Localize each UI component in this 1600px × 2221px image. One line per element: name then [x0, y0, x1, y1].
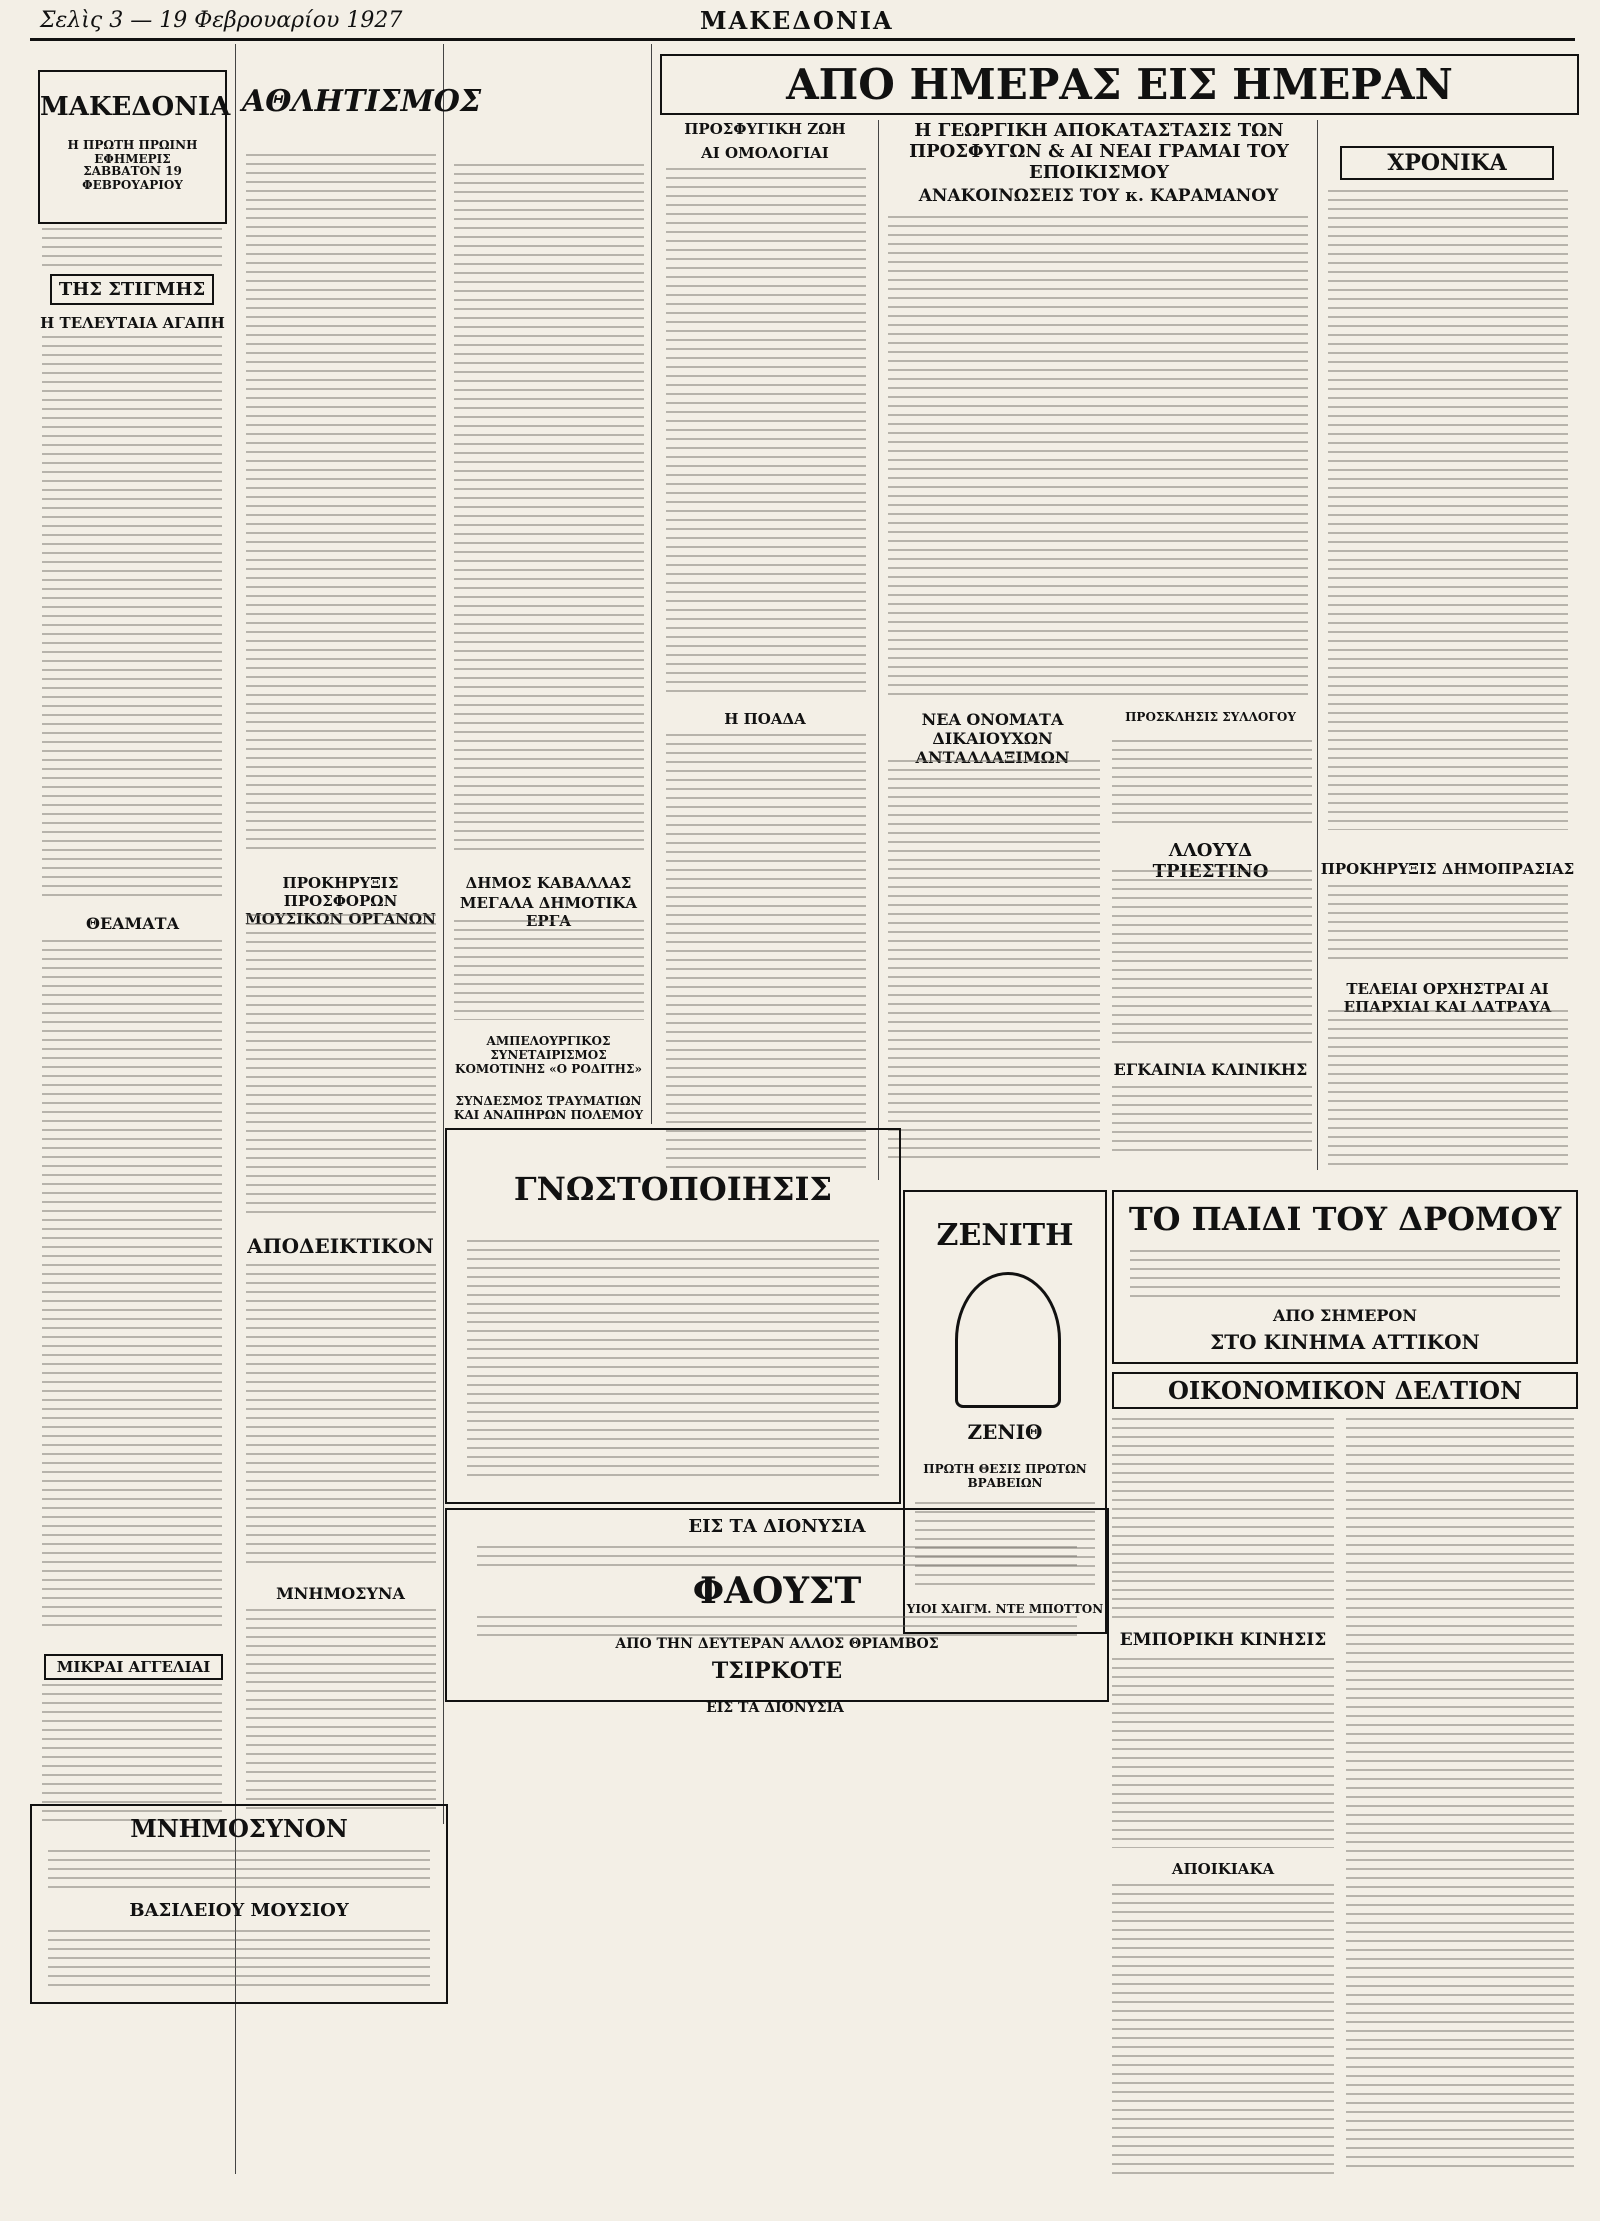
- section-title: ΜΝΗΜΟΣΥΝΑ: [276, 1584, 405, 1603]
- section-title: ΤΗΣ ΣΤΙΓΜΗΣ: [50, 274, 214, 305]
- text-block: [454, 920, 644, 1020]
- text-block: [1112, 1884, 1334, 2174]
- text-block: [1112, 870, 1312, 1050]
- text-block: [477, 1546, 1077, 1566]
- section-title: ΕΓΚΑΙΝΙΑ ΚΛΙΝΙΚΗΣ: [1113, 1060, 1308, 1079]
- zenith-dealer: ΥΙΟΙ ΧΑΙΓΜ. ΝΤΕ ΜΠΟΤΤΟΝ: [906, 1602, 1104, 1616]
- section-title: ΔΗΜΟΣ ΚΑΒΑΛΛΑΣ: [465, 874, 632, 892]
- section-subtitle: ΜΕΓΑΛΑ ΔΗΜΟΤΙΚΑ ΕΡΓΑ: [459, 894, 638, 930]
- text-block: [48, 1850, 430, 1890]
- film-date: ΑΠΟ ΣΗΜΕΡΟΝ: [1273, 1306, 1417, 1325]
- memorial-name: ΒΑΣΙΛΕΙΟΥ ΜΟΥΣΙΟΥ: [129, 1900, 349, 1921]
- text-block: [1112, 1418, 1334, 1618]
- text-block: [1130, 1250, 1560, 1300]
- masthead: [0, 0, 1600, 40]
- theatre-venue: ΕΙΣ ΤΑ ΔΙΟΝΥΣΙΑ: [688, 1516, 866, 1537]
- film-title: ΤΟ ΠΑΙΔΙ ΤΟΥ ΔΡΟΜΟΥ: [1128, 1200, 1562, 1238]
- text-block: [42, 1684, 222, 1824]
- section-title: ΠΡΟΣΚΛΗΣΙΣ ΣΥΛΛΟΓΟΥ: [1125, 710, 1296, 724]
- text-block: [246, 1609, 436, 1809]
- section-title: ΑΜΠΕΛΟΥΡΓΙΚΟΣ ΣΥΝΕΤΑΙΡΙΣΜΟΣ ΚΟΜΟΤΙΝΗΣ «Ο ΡΟΔΙΤΗΣ»: [455, 1034, 642, 1076]
- zenith-award: ΠΡΩΤΗ ΘΕΣΙΣ ΠΡΩΤΩΝ ΒΡΑΒΕΙΩΝ: [923, 1462, 1087, 1490]
- column-3: [446, 44, 652, 1124]
- text-block: [42, 228, 222, 268]
- newspaper-name: ΜΑΚΕΔΟΝΙΑ: [700, 6, 894, 35]
- article-headline: ΝΕΑ ΟΝΟΜΑΤΑ ΔΙΚΑΙΟΥΧΩΝ ΑΝΤΑΛΛΑΞΙΜΩΝ: [915, 710, 1070, 767]
- text-block: [454, 164, 644, 854]
- text-block: [1112, 740, 1312, 830]
- theatre-advert: [445, 1508, 1109, 1702]
- article-headline: Η ΤΕΛΕΥΤΑΙΑ ΑΓΑΠΗ: [40, 314, 225, 332]
- text-block: [246, 154, 436, 854]
- column-2: [238, 44, 482, 1824]
- page-number: Σελὶς 3 — 19 Φεβρουαρίου 1927: [40, 8, 403, 33]
- text-block: [888, 760, 1100, 1160]
- text-block: [1346, 1418, 1574, 2174]
- text-block: [42, 940, 222, 1630]
- text-block: [1112, 1086, 1312, 1156]
- section-title: ΕΜΠΟΡΙΚΗ ΚΙΝΗΣΙΣ: [1119, 1630, 1327, 1650]
- section-title: ΠΡΟΣΦΥΓΙΚΗ ΖΩΗ: [684, 120, 846, 138]
- notice-advert: [445, 1128, 901, 1504]
- film-cinema: ΣΤΟ ΚΙΝΗΜΑ ΑΤΤΙΚΟΝ: [1210, 1330, 1480, 1354]
- section-title: ΧΡΟΝΙΚΑ: [1340, 146, 1554, 180]
- memorial-title: ΜΝΗΜΟΣΥΝΟΝ: [130, 1814, 348, 1843]
- notice-title: ΓΝΩΣΤΟΠΟΙΗΣΙΣ: [513, 1170, 833, 1208]
- paper-title: ΜΑΚΕΔΟΝΙΑ: [40, 92, 231, 122]
- text-block: [888, 216, 1308, 696]
- zenith-logo: ZENITH: [936, 1218, 1074, 1253]
- section-subtitle: ΑΙ ΟΜΟΛΟΓΙΑΙ: [701, 144, 829, 162]
- circus-venue: ΕΙΣ ΤΑ ΔΙΟΝΥΣΙΑ: [706, 1700, 844, 1716]
- section-title: ΟΙΚΟΝΟΜΙΚΟΝ ΔΕΛΤΙΟΝ: [1112, 1372, 1578, 1409]
- text-block: [1328, 1010, 1568, 1170]
- text-block: [666, 168, 866, 698]
- top-rule: [30, 38, 1575, 41]
- section-title: ΜΙΚΡΑΙ ΑΓΓΕΛΙΑΙ: [44, 1654, 223, 1680]
- text-block: [246, 1264, 436, 1564]
- text-block: [42, 336, 222, 896]
- section-title: Η ΠΟΑΔΑ: [724, 710, 806, 728]
- section-title: ΑΠΟΙΚΙΑΚΑ: [1171, 1860, 1275, 1878]
- text-block: [467, 1240, 879, 1480]
- paper-date: ΣΑΒΒΑΤΟΝ 19 ΦΕΒΡΟΥΑΡΙΟΥ: [82, 164, 183, 192]
- article-headline: Η ΓΕΩΡΓΙΚΗ ΑΠΟΚΑΤΑΣΤΑΣΙΣ ΤΩΝ ΠΡΟΣΦΥΓΩΝ & ΑΙ ΝΕΑΙ ΓΡΑΜΑΙ ΤΟΥ ΕΠΟΙΚΙΣΜΟΥ: [909, 120, 1289, 183]
- section-title: ΘΕΑΜΑΤΑ: [86, 914, 179, 933]
- column-6: [1320, 120, 1575, 1180]
- section-title: ΣΥΝΔΕΣΜΟΣ ΤΡΑΥΜΑΤΙΩΝ ΚΑΙ ΑΝΑΠΗΡΩΝ ΠΟΛΕΜΟΥ: [453, 1094, 644, 1122]
- section-title: ΠΡΟΚΗΡΥΞΙΣ ΔΗΜΟΠΡΑΣΙΑΣ: [1320, 860, 1575, 878]
- section-title: ΑΠΟΔΕΙΚΤΙΚΟΝ: [247, 1234, 434, 1258]
- clock-icon: [955, 1272, 1061, 1408]
- text-block: [1112, 1658, 1334, 1848]
- column-5: [880, 120, 1318, 1170]
- paper-tagline: Η ΠΡΩΤΗ ΠΡΩΙΝΗ ΕΦΗΜΕΡΙΣ: [67, 138, 198, 166]
- column-4: [660, 120, 879, 1180]
- right-banner: ΑΠΟ ΗΜΕΡΑΣ ΕΙΣ ΗΜΕΡΑΝ: [660, 54, 1579, 115]
- sports-banner: ΑΘΛΗΤΙΣΜΟΣ: [242, 84, 482, 119]
- text-block: [1328, 885, 1568, 965]
- text-block: [666, 734, 866, 1174]
- show-line: ΑΠΟ ΤΗΝ ΔΕΥΤΕΡΑΝ ΑΛΛΟΣ ΘΡΙΑΜΒΟΣ: [615, 1636, 939, 1652]
- film-advert: [1112, 1190, 1578, 1364]
- text-block: [477, 1616, 1077, 1636]
- show-title: ΦΑΟΥΣΤ: [692, 1570, 862, 1612]
- text-block: [246, 914, 436, 1214]
- section-title: ΠΡΟΚΗΡΥΞΙΣ ΠΡΟΣΦΟΡΩΝ ΜΟΥΣΙΚΩΝ ΟΡΓΑΝΩΝ: [245, 874, 436, 928]
- section-title: ΤΕΛΕΙΑΙ ΟΡΧΗΣΤΡΑΙ ΑΙ ΕΠΑΡΧΙΑΙ ΚΑΙ ΛΑΤΡΑΥΑ: [1343, 980, 1552, 1016]
- circus-title: ΤΣΙΡΚΟΤΕ: [711, 1658, 843, 1684]
- article-subheadline: ΑΝΑΚΟΙΝΩΣΕΙΣ ΤΟΥ κ. ΚΑΡΑΜΑΝΟΥ: [918, 186, 1279, 206]
- text-block: [48, 1930, 430, 1990]
- memorial-box: [30, 1804, 448, 2004]
- zenith-name: ΖΕΝΙΘ: [967, 1420, 1043, 1444]
- section-title: ΛΛΟΥΥΔ ΤΡΙΕΣΤΙΝΟ: [1152, 840, 1269, 882]
- masthead-box: [38, 70, 231, 224]
- text-block: [1328, 190, 1568, 830]
